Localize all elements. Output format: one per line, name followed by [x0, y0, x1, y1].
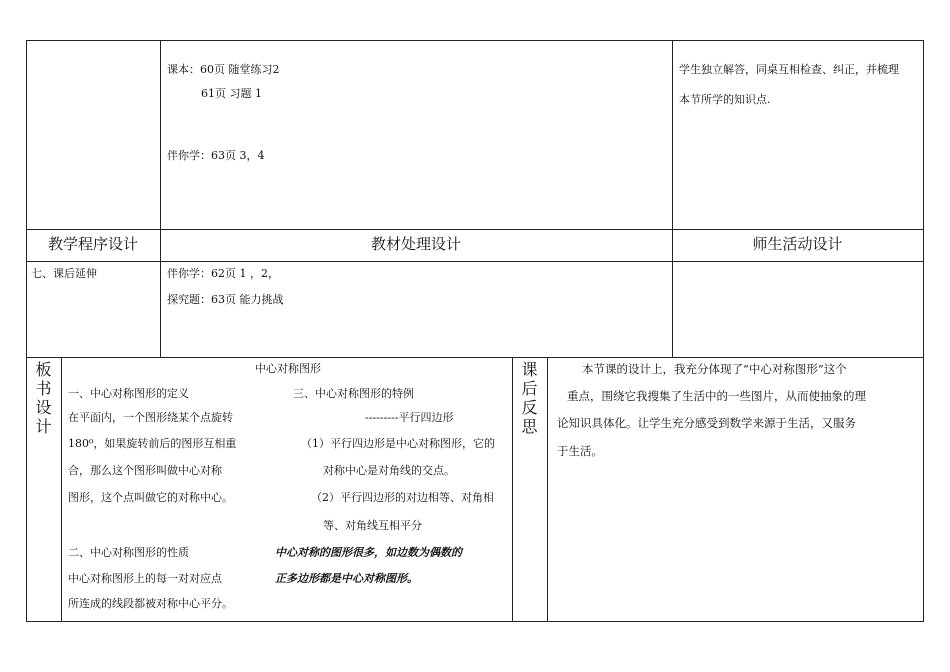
board-sec3-item2-line-2: 等、对角线互相平分 — [323, 519, 422, 532]
board-title: 中心对称图形 — [255, 362, 321, 375]
board-label — [26, 360, 61, 436]
board-emphasis-line-2: 正多边形都是中心对称图形。 — [275, 572, 418, 585]
board-sec1-line-1: 在平面内，一个图形绕某个点旋转 — [68, 411, 233, 424]
board-sec2-title: 二、中心对称图形的性质 — [68, 546, 189, 559]
reflection-line-2: 重点，围绕它我搜集了生活中的一些图片，从而使抽象的理 — [567, 389, 866, 403]
board-label-char: 板 — [35, 360, 52, 379]
header-material-design: 教材处理设计 — [370, 235, 461, 253]
table-border-right — [923, 40, 924, 622]
board-label-char: 设 — [35, 398, 52, 417]
reflection-line-3: 论知识具体化。让学生充分感受到数学来源于生活，又服务 — [557, 416, 856, 430]
reflection-label-char: 后 — [521, 379, 538, 398]
reflection-label-char: 课 — [521, 360, 538, 379]
reflection-label-char: 反 — [521, 398, 538, 417]
reflection-label — [512, 360, 547, 436]
board-sec1-line-3: 合，那么这个图形叫做中心对称 — [68, 464, 222, 477]
board-sec1-line-2: 180⁰，如果旋转前后的图形互相重 — [68, 437, 237, 450]
board-sec3-line: ---------平行四边形 — [365, 411, 454, 424]
reflection-label-divider — [547, 357, 548, 622]
board-sec2-line-2: 所连成的线段都被对称中心平分。 — [68, 597, 233, 610]
board-label-divider — [61, 357, 62, 622]
top-right-line-1: 学生独立解答，同桌互相检查、纠正，并梳理 — [679, 63, 899, 76]
top-mid-line-3: 伴你学：63页 3，4 — [167, 149, 265, 162]
top-right-line-2: 本节所学的知识点. — [679, 93, 771, 106]
board-sec1-line-4: 图形，这个点叫做它的对称中心。 — [68, 491, 233, 504]
col1-divider — [160, 40, 161, 358]
row7-mid-line-1: 伴你学：62页 1 ，2， — [167, 267, 279, 280]
reflection-line-4: 于生活。 — [557, 444, 603, 458]
board-sec2-line-1: 中心对称图形上的每一对对应点 — [68, 572, 222, 585]
row7-mid-line-2: 探究题：63页 能力挑战 — [167, 293, 284, 306]
top-mid-line-1: 课本：60页 随堂练习2 — [167, 63, 280, 76]
board-sec3-item2-line-1: （2）平行四边形的对边相等、对角相 — [311, 491, 494, 504]
table-border-left — [26, 40, 27, 622]
board-label-char: 计 — [35, 417, 52, 436]
board-sec3-title: 三、中心对称图形的特例 — [293, 387, 414, 400]
board-sec1-title: 一、中心对称图形的定义 — [68, 387, 189, 400]
board-emphasis-line-1: 中心对称的图形很多，如边数为偶数的 — [275, 546, 462, 559]
board-label-char: 书 — [35, 379, 52, 398]
header-teaching-procedure: 教学程序设计 — [47, 235, 138, 253]
col2-divider — [672, 40, 673, 358]
board-sec3-item1-line-1: （1）平行四边形是中心对称图形，它的 — [301, 437, 495, 450]
table-border-bottom — [26, 621, 924, 622]
header-activity-design: 师生活动设计 — [752, 235, 843, 253]
reflection-line-1: 本节课的设计上，我充分体现了“中心对称图形”这个 — [582, 362, 847, 376]
reflection-label-char: 思 — [521, 417, 538, 436]
row7-label: 七、课后延伸 — [31, 267, 97, 280]
top-mid-line-2: 61页 习题 1 — [201, 87, 262, 100]
board-sec3-item1-line-2: 对称中心是对角线的交点。 — [323, 464, 455, 477]
